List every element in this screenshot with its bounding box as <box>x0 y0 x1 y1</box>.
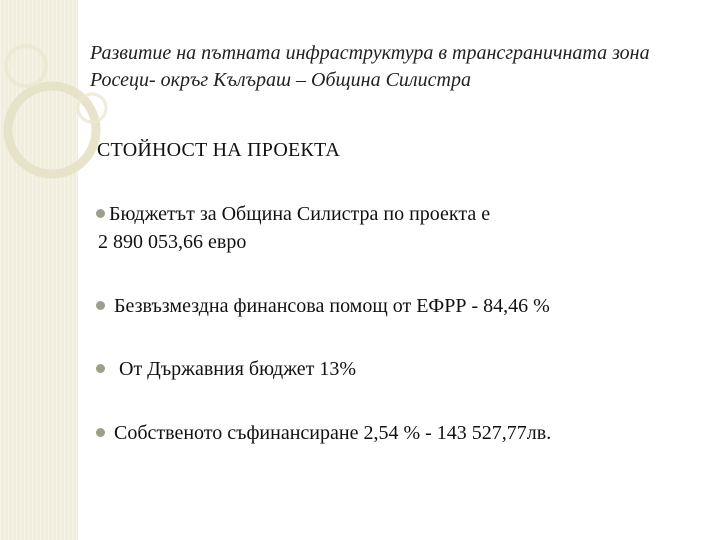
bullet-text-continuation: 2 890 053,66 евро <box>98 231 247 253</box>
bullet-item-state-budget <box>96 355 696 383</box>
bullet-item-grant <box>96 292 696 320</box>
bullet-icon <box>96 364 105 373</box>
bullet-text: Собственото съфинансиране 2,54 % - 143 527,77лв. <box>109 422 552 444</box>
bullet-icon <box>96 428 105 437</box>
bullet-icon <box>96 209 105 218</box>
bullet-text: Бюджетът за Община Силистра по проекта е <box>109 203 491 225</box>
bullet-text: От Държавния бюджет 13% <box>109 358 357 380</box>
slide-title: Развитие на пътната инфраструктура в трансграничната зона Росеци- окръг Кълъраш – Община Силистра <box>90 42 650 91</box>
bullet-text: Безвъзмездна финансова помощ от ЕФРР - 84,46 % <box>109 295 550 317</box>
bullet-icon <box>96 301 105 310</box>
bullet-item-cofinancing <box>96 419 696 447</box>
section-heading: СТОЙНОСТ НА ПРОЕКТА <box>97 139 341 161</box>
bullet-item-budget <box>96 200 696 256</box>
